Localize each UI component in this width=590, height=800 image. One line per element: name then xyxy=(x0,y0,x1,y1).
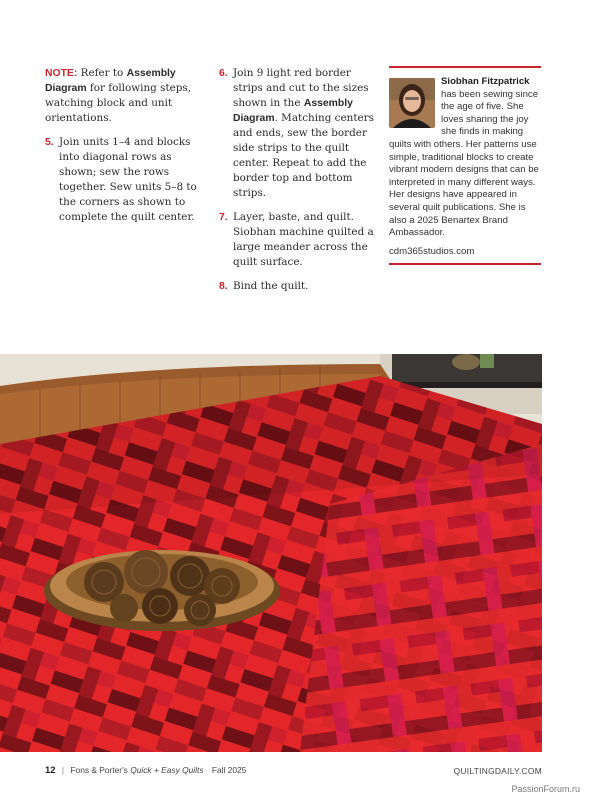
designer-name: Siobhan Fitzpatrick xyxy=(441,76,530,87)
quilt-photo xyxy=(0,354,542,752)
step-text: Layer, baste, and quilt. Siobhan machine quilted a large meander across the quilt surface. xyxy=(233,211,374,268)
assembly-diagram-ref: Assembly Diagram xyxy=(45,68,176,94)
designer-bio xyxy=(389,66,541,265)
note-paragraph: NOTE: Refer to Assembly Diagram for following steps, watching block and unit orientations. xyxy=(45,67,192,124)
issue-label: Fall 2025 xyxy=(211,765,247,775)
instructions-column-2 xyxy=(219,66,374,294)
watermark: PassionForum.ru xyxy=(511,784,580,794)
step-number: 7. xyxy=(219,212,228,223)
step-text: Bind the quilt. xyxy=(233,280,309,292)
avatar xyxy=(389,78,435,128)
designer-website: cdm365studios.com xyxy=(389,245,475,257)
page-number: 12 xyxy=(45,765,56,776)
step-number: 8. xyxy=(219,281,228,292)
page-footer xyxy=(45,765,542,776)
bio-text: Siobhan Fitzpatrick has been sewing since the age of five. She loves sharing the joy she finds in making quilts with others. Her patterns use simple, traditional blocks to create vibrant modern designs that can be interpreted in many different ways. Her designs have appeared in several quilt publications. She is also a 2025 Benartex Brand Ambassador. xyxy=(389,76,539,239)
step-text: Join units 1–4 and blocks into diagonal rows as shown; sew the rows together. Sew units 5–8 to the corners as shown to complete the quilt center. xyxy=(59,136,197,223)
step-5 xyxy=(45,135,207,225)
footer-separator: | xyxy=(61,765,65,775)
site-url: QUILTINGDAILY.COM xyxy=(453,766,542,776)
instructions-column-1 xyxy=(45,66,207,225)
step-8 xyxy=(219,279,374,294)
step-number: 6. xyxy=(219,68,228,79)
note-label: NOTE: xyxy=(45,68,78,79)
step-text: Join 9 light red border strips and cut to the sizes shown in the Assembly Diagram. Matching centers and ends, sew the border side strips to the quilt center. Repeat to add the border top and bottom strips. xyxy=(233,67,374,199)
publication-name: Fons & Porter's Quick + Easy Quilts xyxy=(70,765,204,775)
bio-bottom-rule xyxy=(389,263,541,265)
step-7 xyxy=(219,210,374,270)
step-number: 5. xyxy=(45,137,54,148)
step-6 xyxy=(219,66,374,201)
assembly-diagram-ref: Assembly Diagram xyxy=(233,98,353,124)
